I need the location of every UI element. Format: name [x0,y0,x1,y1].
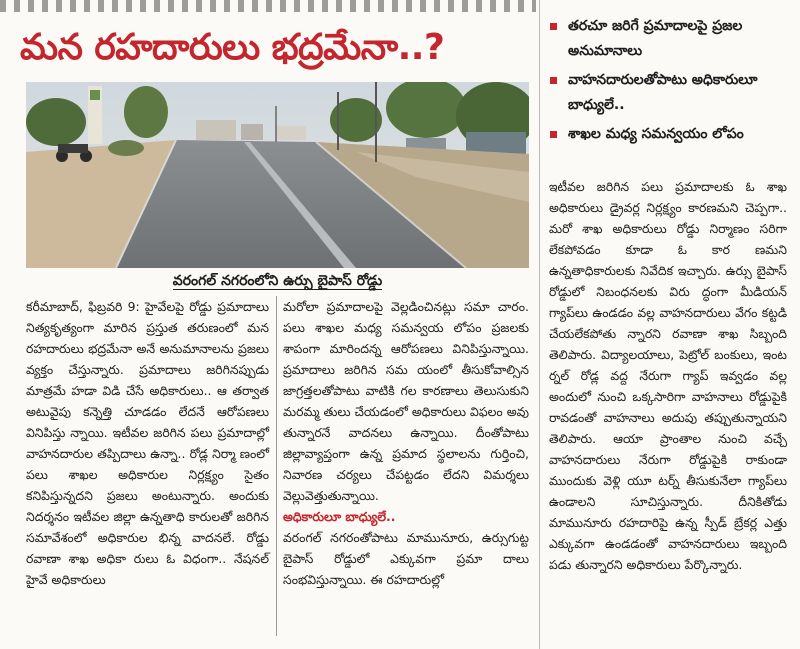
photo-caption [26,270,529,292]
bullet-square-icon [550,131,557,138]
article-column-2 [283,296,529,590]
column-divider [276,296,277,636]
highlight-text: శాఖల మధ్య సమన్వయం లోపం [568,126,744,142]
highlight-text: తరచూ జరిగే ప్రమాదాలపై ప్రజల అనుమానాలు [568,18,743,59]
headline: మన రహదారులు భద్రమేనా..? [20,27,445,68]
highlight-item [546,122,791,147]
paragraph: కరీమాబాద్‌, ఫిబ్రవరి 9: హైవేలపై రోడ్డు ప్రమాదాలు నిత్యకృత్యంగా మారిన ప్రస్తుత తరుణంలో మన రహదారులు భద్రమేనా అనే అనుమానాలను ప్రజలు వ్యక్తం చేస్తున్నారు. ప్రమాదాలు జరిగినప్పుడు మాత్రమే హడా విడి చేసే అధికారులు.. ఆ తర్వాత అటువైపు కన్నెత్తి చూడడం లేదనే ఆరోపణలు వినిపిస్తు న్నాయి. ఇటీవల జరిగిన పలు ప్రమాదాల్లో వాహనదారుల తప్పిదాలు ఉన్నా.. రోడ్ల నిర్మా ణంలో పలు శాఖల అధికారుల నిర్లక్ష్యం సైతం కనిపిస్తున్నదని ప్రజలు అంటున్నారు. అందుకు నిదర్శనం ఇటీవల జిల్లా ఉన్నతాధి కారులతో జరిగిన సమావేశంలో అధికారుల భిన్న వాదనలే. రోడ్డు రవాణా శాఖ అధికా రులు ఓ విధంగా.. నేషనల్‌ హైవే అధికారులు [26,299,269,587]
photo-caption-text: వరంగల్‌ నగరంలోని ఉర్సు బైపాస్‌ రోడ్డు [172,273,383,289]
highlight-text: వాహనదారులతోపాటు అధికారులూ బాధ్యులే.. [568,72,758,113]
paragraph: వరంగల్‌ నగరంతోపాటు మామునూరు, ఉర్సుగుట్ట బైపాస్‌ రోడ్డులో ఎక్కువగా ప్రమా దాలు సంభవిస్తున్నాయి. ఈ రహదారుల్లో [283,530,529,587]
paragraph: ఇటీవల జరిగిన పలు ప్రమాదాలకు ఓ శాఖ అధికారులు డ్రైవర్ల నిర్లక్ష్యం కారణమని చెప్పగా.. మరో శాఖ అధికారులు రోడ్డు నిర్మాణం సరిగా లేకపోవడం కూడా ఓ కార ణమని ఉన్నతాధికారులకు నివేదిక ఇచ్చారు. ఉర్సు బైపాస్‌ రోడ్డులో నిబంధనలకు విరు ద్ధంగా మీడియన్‌ గ్యాప్‌లు ఉండడం వల్ల వాహనదారులు వేగం కట్టడి చేయలేకపోతు న్నారని రవాణా శాఖ సిబ్బంది తెలిపారు. విద్యాలయాలు, పెట్రోల్‌ బంకులు, ఇంట ర్నల్‌ రోడ్ల వద్ద నేరుగా గ్యాప్‌ ఇవ్వడం వల్ల అందులో నుంచి ఒక్కసారిగా వాహనాలు రోడ్డుపైకి రావడంతో వాహనాలు అదుపు తప్పుతున్నాయని తెలిపారు. ఆయా ప్రాంతాల నుంచి వచ్చే వాహనదారులు నేరుగా రోడ్డుపైకి రాకుండా ముందుకు వెళ్లి యూ టర్న్‌ తీసుకునేలా గ్యాప్‌లు ఉండాలని సూచిస్తున్నారు. దీనికితోడు మామునూరు రహదారిపై ఉన్న స్పీడ్‌ బ్రేకర్ల ఎత్తు ఎక్కువగా ఉండడంతో వాహనదారులు ఇబ్బంది పడు తున్నారని అధికారులు పేర్కొన్నారు. [549,179,787,572]
column-divider [539,0,540,649]
road-photo [26,82,529,268]
highlight-item [546,14,791,64]
article-column-1 [26,296,269,590]
paragraph: మరోలా ప్రమాదాలపై వెల్లడించినట్లు సమా చారం. పలు శాఖల మధ్య సమన్వయ లోపం ప్రజలకు శాపంగా మారిందన్న ఆరోపణలు వినిపిస్తున్నాయి. ప్రమాదాలు జరిగిన సమ యంలో తీసుకోవాల్సిన జాగ్రత్తలతోపాటు వాటికి గల కారణాలు తెలుసుకుని మరమ్మ తులు చేయడంలో అధికారులు విఫలం అవు తున్నారనే వాదనలు ఉన్నాయి. దీంతోపాటు జిల్లావ్యాప్తంగా ఉన్న ప్రమాద స్థలాలను గుర్తించి, నివారణ చర్యలు చేపట్టడం లేదని విమర్శలు వెల్లువెత్తుతున్నాయి. [283,299,529,503]
top-edge-text-remnant [0,0,536,12]
bullet-square-icon [550,77,557,84]
highlights-list [546,14,791,151]
article-column-3 [549,176,787,575]
subheading: అధికారులూ బాధ్యులే.. [283,509,396,524]
highlight-item [546,68,791,118]
bullet-square-icon [550,23,557,30]
